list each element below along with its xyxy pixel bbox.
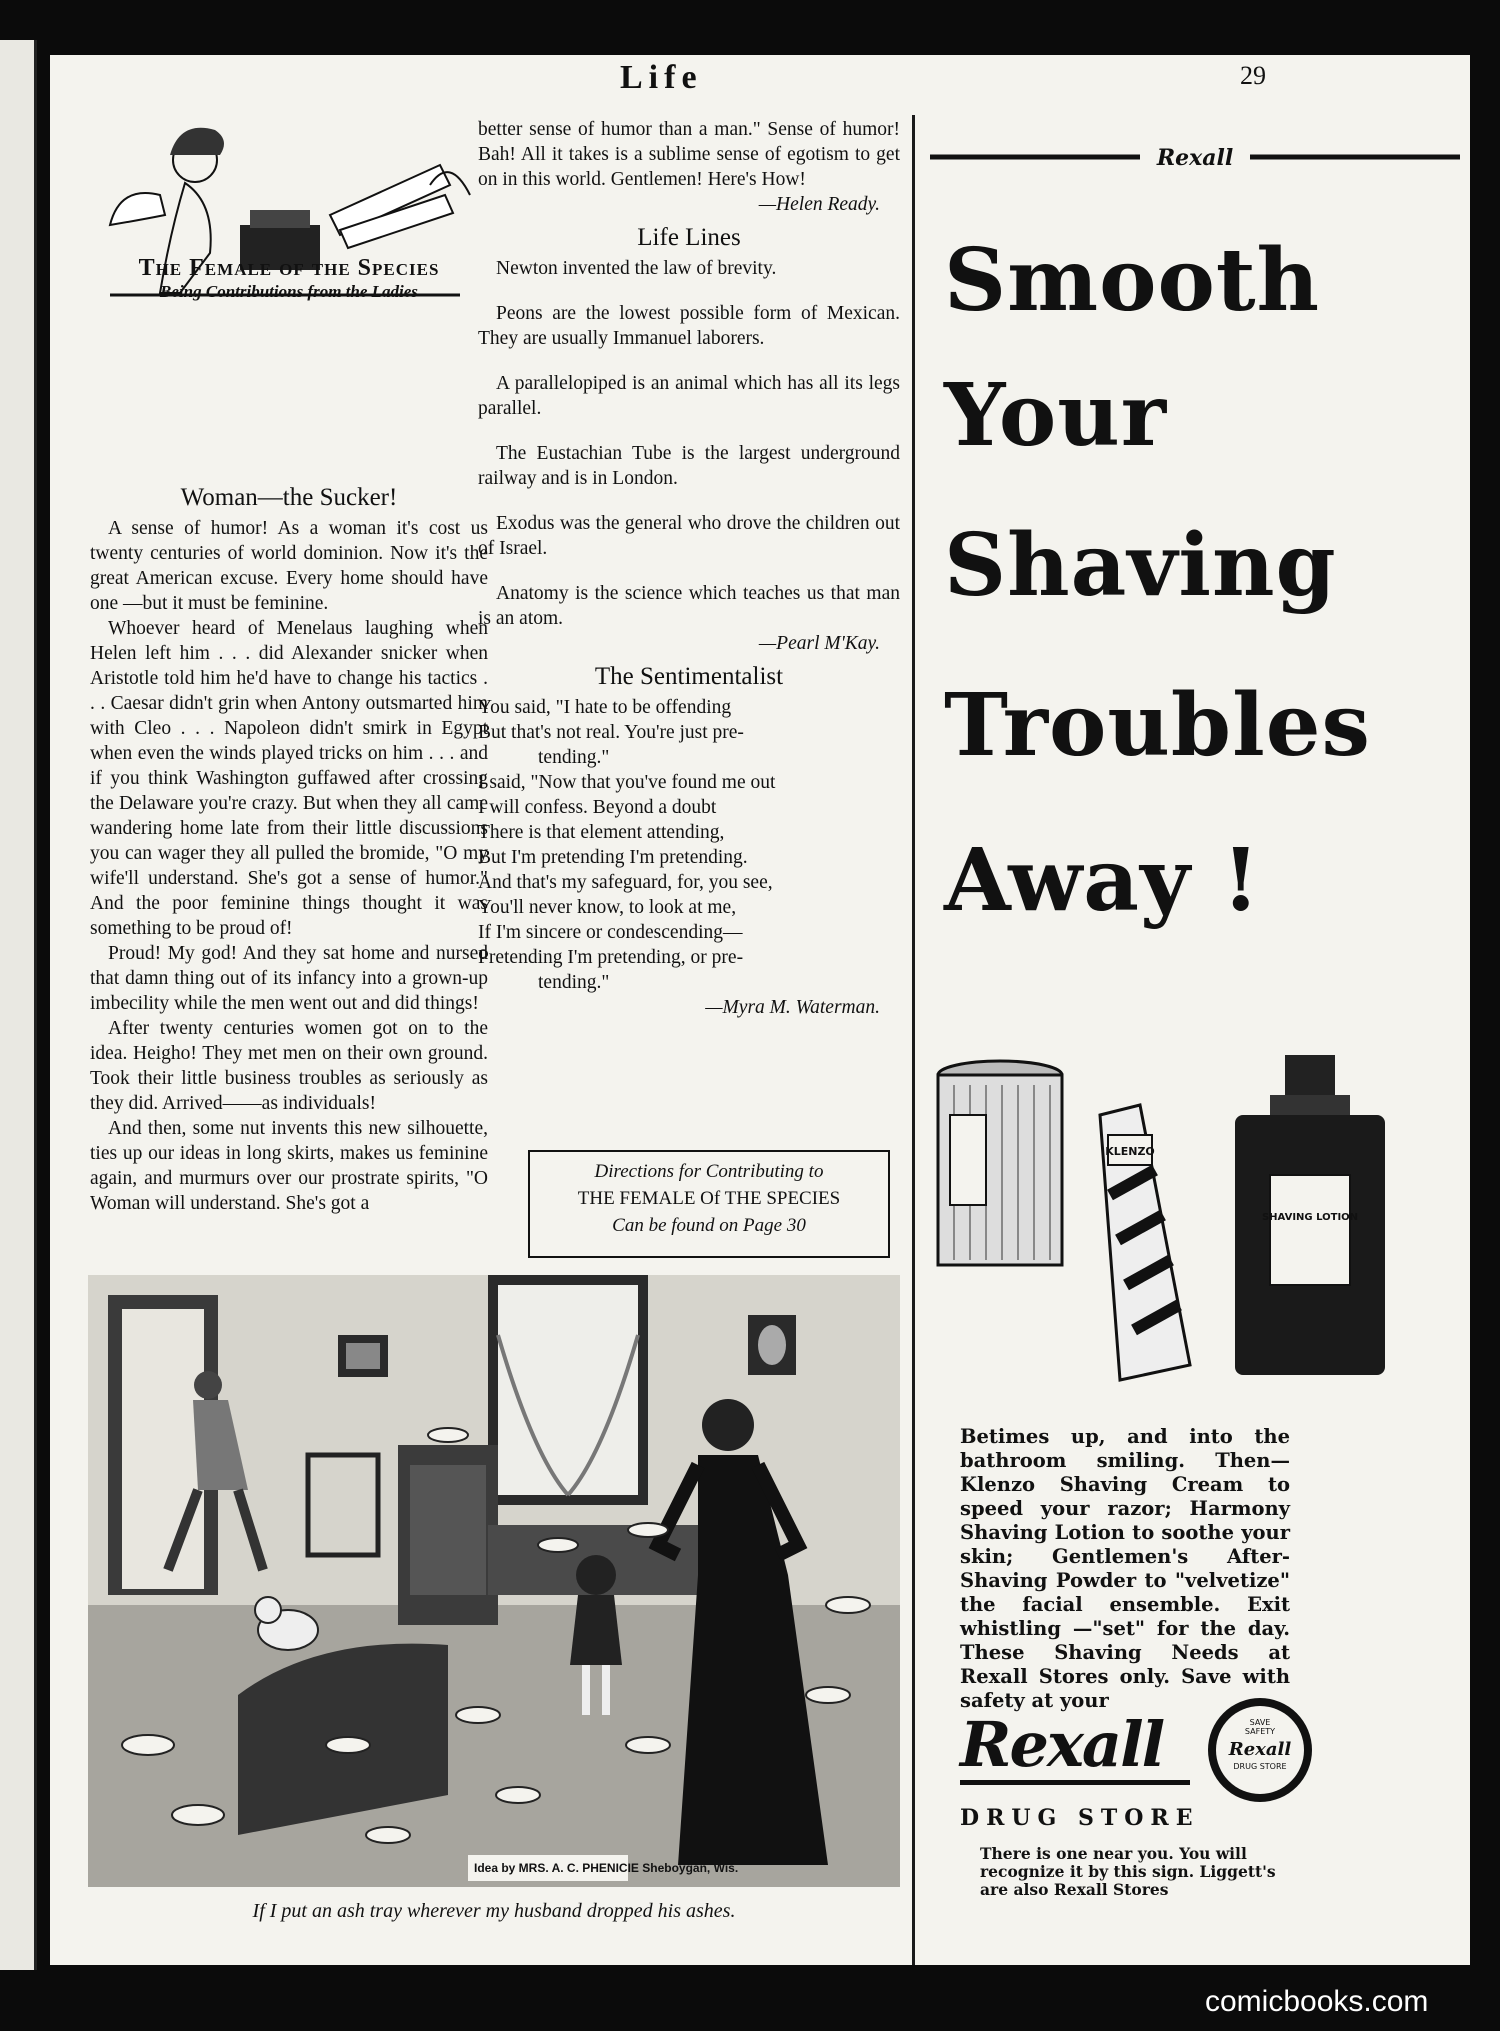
poem-line: But I'm pretending I'm pretending. bbox=[478, 847, 748, 868]
article-paragraph: A sense of humor! As a woman it's cost us twenty centuries of world dominion. Now it's the great American excuse. Every home should have one —but it must be feminine. bbox=[90, 518, 488, 614]
column-one bbox=[90, 485, 488, 1216]
signature: —Helen Ready. bbox=[758, 194, 880, 215]
poem-line: And that's my safeguard, for, you see, bbox=[478, 872, 773, 893]
headline-line: Troubles bbox=[944, 675, 1371, 776]
column-divider bbox=[912, 115, 915, 1965]
poem-line: tending." bbox=[538, 972, 610, 993]
headline-line: Away ! bbox=[944, 830, 1261, 931]
page-header bbox=[50, 55, 1470, 115]
poem-line: If I'm sincere or condescending— bbox=[478, 922, 743, 943]
directions-line: THE FEMALE Of THE SPECIES bbox=[577, 1188, 841, 1209]
headline-line: Your bbox=[944, 365, 1168, 466]
headline-line: Smooth bbox=[944, 230, 1321, 331]
bottle-label: SHAVING LOTION bbox=[1261, 1212, 1359, 1223]
poem-title: The Sentimentalist bbox=[594, 663, 784, 690]
life-line: Peons are the lowest possible form of Mexican. They are usually Immanuel laborers. bbox=[478, 303, 900, 349]
cartoon-caption: If I put an ash tray wherever my husband dropped his ashes. bbox=[252, 1900, 736, 1922]
cartoon-illustration bbox=[88, 1275, 900, 1887]
ad-footer-text: There is one near you. You will recognize it by this sign. Liggett's are also Rexall Stores bbox=[980, 1844, 1276, 1899]
poem-line: You said, "I hate to be offending bbox=[478, 697, 732, 718]
signature: —Pearl M'Kay. bbox=[758, 633, 880, 654]
article-paragraph: Proud! My god! And they sat home and nursed that damn thing out of its infancy into a grown-up imbecility while the men went out and did things! bbox=[90, 943, 488, 1014]
seal-text: DRUG STORE bbox=[1233, 1762, 1287, 1771]
directions-line: Directions for Contributing to bbox=[594, 1161, 824, 1182]
headline-line: Shaving bbox=[944, 515, 1337, 616]
directions-line: Can be found on Page 30 bbox=[612, 1215, 806, 1236]
seal-text: SAFETY bbox=[1244, 1727, 1276, 1736]
masthead: Life bbox=[620, 59, 703, 96]
page-number: 29 bbox=[1240, 61, 1266, 90]
drug-store-label: DRUG STORE bbox=[960, 1805, 1200, 1831]
poem-line: You'll never know, to look at me, bbox=[478, 897, 737, 918]
left-page-edge bbox=[0, 40, 37, 1970]
article-paragraph: Whoever heard of Menelaus laughing when Helen left him . . . did Alexander snicker when Aristotle told him he'd have to change his tactics . . . Caesar didn't grin when Antony outsmarted him with Cleo . . . Napoleon didn't smirk in Egypt when even the winds played tricks on him . . . and if you think Washington guffawed after crossing the Delaware you're crazy. But when they all came wandering home late from their little discussions you can wager they all pulled the bromide, "O my wife'll understand. She's got a sense of humor." And the poor feminine things thought it was something to be proud of! bbox=[90, 618, 488, 939]
article-paragraph: And then, some nut invents this new silhouette, ties up our ideas in long skirts, makes us feminine again, and murmurs over our prostrate spirits, "O Woman will understand. She's got a bbox=[90, 1118, 488, 1214]
life-line: The Eustachian Tube is the largest underground railway and is in London. bbox=[478, 443, 900, 489]
seal-text: Rexall bbox=[1228, 1739, 1292, 1760]
rexall-logo: Rexall bbox=[960, 1710, 1190, 1785]
poem-line: I said, "Now that you've found me out bbox=[478, 772, 776, 793]
feature-title: The Female of the Species bbox=[138, 255, 440, 281]
life-line: A parallelopiped is an animal which has all its legs parallel. bbox=[478, 373, 900, 419]
life-line: Exodus was the general who drove the children out of Israel. bbox=[478, 513, 900, 559]
tube-label: KLENZO bbox=[1105, 1145, 1155, 1158]
poem-line: But that's not real. You're just pre- bbox=[478, 722, 744, 743]
rexall-seal-logo bbox=[1205, 1695, 1315, 1805]
article-paragraph: After twenty centuries women got on to the idea. Heigho! They met men on their own ground. Took their little business troubles as seriously as they did. Arrived——as individuals! bbox=[90, 1018, 488, 1114]
directions-box bbox=[528, 1150, 890, 1258]
shaving-products-illustration bbox=[930, 1055, 1450, 1395]
article-continued: better sense of humor than a man." Sense of humor! Bah! All it takes is a sublime sense of egotism to get on in this world. Gentlemen! Here's How! bbox=[478, 119, 900, 190]
ad-top-logo: Rexall bbox=[1156, 145, 1234, 169]
cartoon-credit: Idea by MRS. A. C. PHENICIE Sheboygan, Wis. bbox=[474, 1861, 739, 1875]
life-lines-title: Life Lines bbox=[637, 224, 741, 251]
life-line: Newton invented the law of brevity. bbox=[496, 258, 777, 279]
signature: —Myra M. Waterman. bbox=[705, 997, 880, 1018]
feature-subtitle: Being Contributions from the Ladies bbox=[160, 282, 418, 301]
watermark: comicbooks.com bbox=[1205, 1985, 1429, 2018]
life-line: Anatomy is the science which teaches us that man is an atom. bbox=[478, 583, 900, 629]
poem-line: There is that element attending, bbox=[478, 822, 725, 843]
ad-top-rule bbox=[920, 145, 1470, 169]
poem-line: Pretending I'm pretending, or pre- bbox=[478, 947, 744, 968]
poem-line: I will confess. Beyond a doubt bbox=[478, 797, 717, 818]
ad-body-copy: Betimes up, and into the bathroom smiling. Then—Klenzo Shaving Cream to speed your razor; Harmony Shaving Lotion to soothe your skin; Gentlemen's After-Shaving Powder to "velvetize" the facial ensemble. Exit whistling —"set" for the day. These Shaving Needs at Rexall Stores only. Save with safety at your bbox=[960, 1425, 1290, 1712]
magazine-page bbox=[50, 55, 1470, 1965]
article-title: Woman—the Sucker! bbox=[180, 484, 398, 511]
seal-text: SAVE bbox=[1249, 1718, 1271, 1727]
column-two bbox=[478, 117, 900, 1020]
poem-line: tending." bbox=[538, 747, 610, 768]
rexall-advertisement bbox=[920, 115, 1470, 1965]
feature-heading bbox=[90, 255, 488, 302]
poem bbox=[478, 695, 900, 995]
